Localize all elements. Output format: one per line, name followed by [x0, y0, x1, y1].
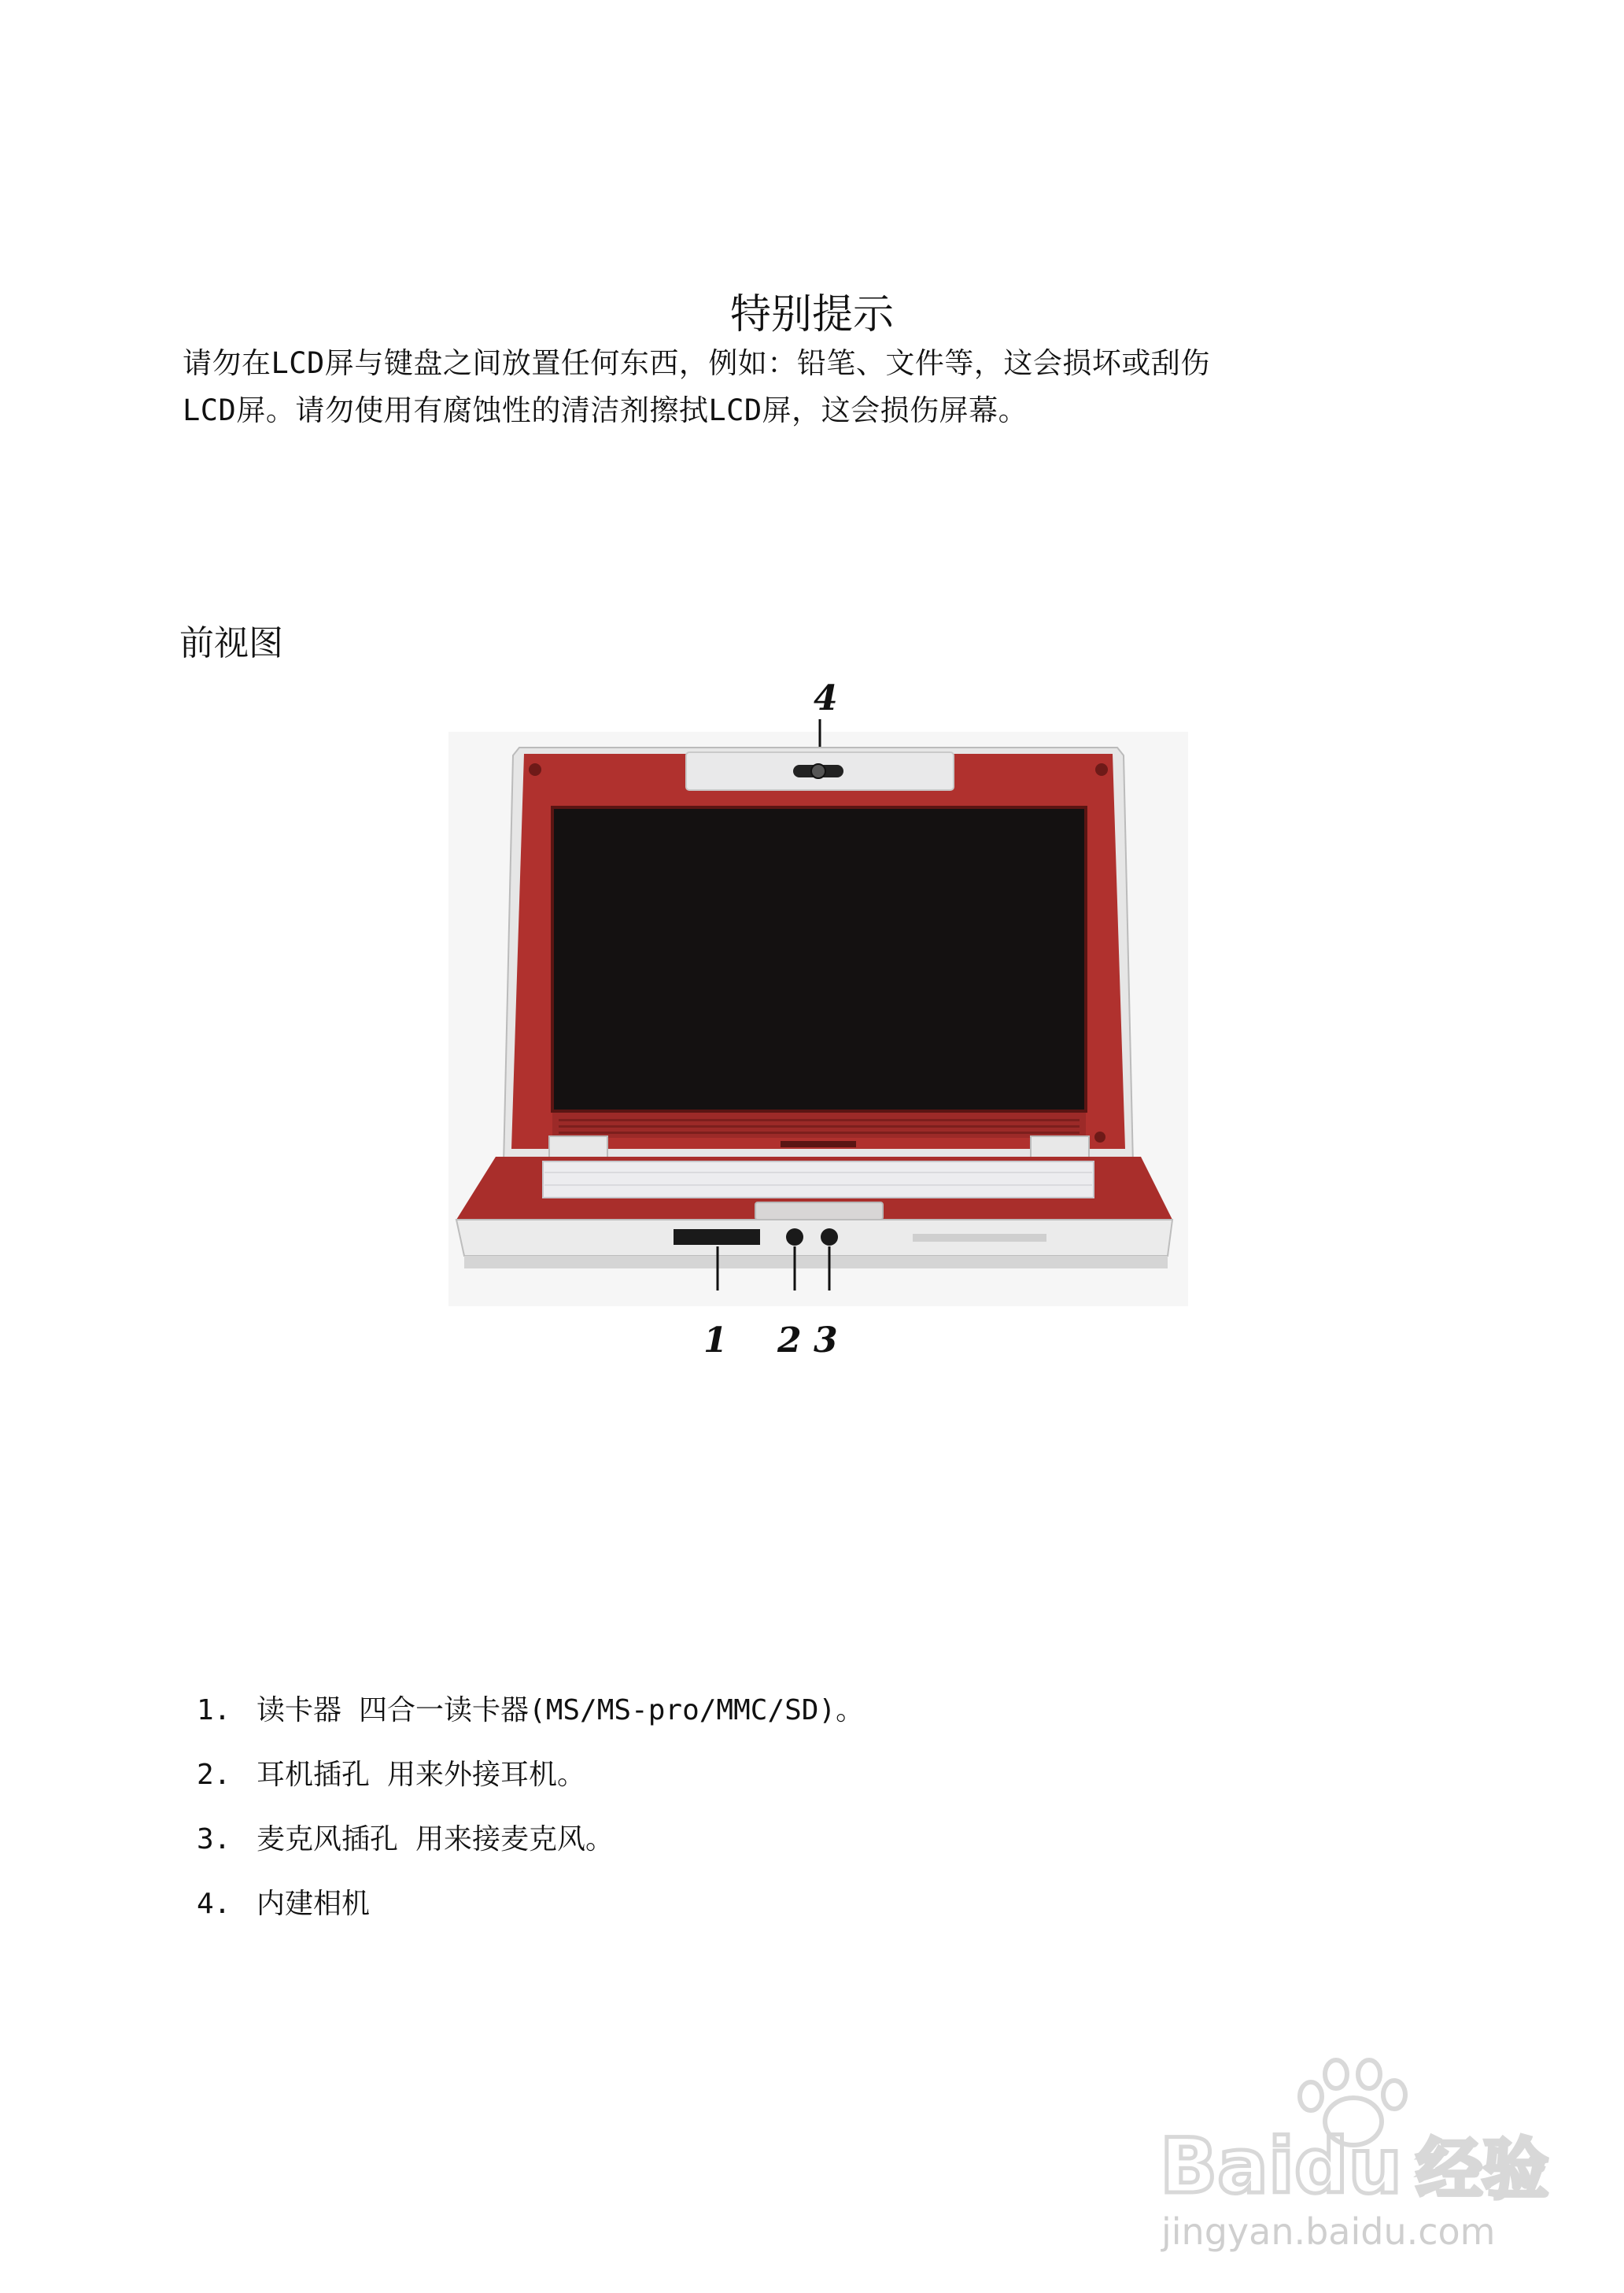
list-item-name: 耳机插孔 [257, 1759, 371, 1791]
bezel-screw [1094, 1132, 1105, 1143]
bezel-screw [1095, 763, 1108, 776]
laptop-illustration [441, 677, 1196, 1369]
list-item-number: 2. [197, 1759, 231, 1791]
list-item-description: 用来外接耳机。 [387, 1759, 586, 1791]
list-item-description: 四合一读卡器(MS/MS-pro/MMC/SD)。 [359, 1694, 865, 1726]
microphone-jack [821, 1228, 838, 1246]
list-item-name: 内建相机 [257, 1888, 371, 1920]
list-item-name: 麦克风插孔 [257, 1823, 399, 1855]
callout-label: 2 [777, 1320, 802, 1361]
notice-paragraph [183, 340, 1418, 434]
list-item-description: 用来接麦克风。 [415, 1823, 615, 1855]
watermark-url: jingyan.baidu.com [1161, 2210, 1496, 2253]
watermark-brand: Baidu [1160, 2122, 1402, 2210]
baidu-paw-logo [1157, 2046, 1566, 2258]
keyboard [543, 1161, 1094, 1198]
hinge [1031, 1136, 1089, 1160]
screen [552, 807, 1086, 1111]
callout-label: 3 [814, 1320, 838, 1361]
page-title: 特别提示 [729, 291, 894, 338]
status-strip [913, 1234, 1046, 1242]
list-item [197, 1821, 864, 1859]
front-edge [456, 1220, 1172, 1256]
list-item [197, 1885, 864, 1923]
list-item-number: 1. [197, 1694, 231, 1726]
card-reader-slot [674, 1229, 760, 1245]
laptop-front-view-figure [441, 677, 1196, 1369]
list-item [197, 1692, 864, 1730]
list-item-number: 4. [197, 1888, 231, 1920]
camera-lens [811, 764, 825, 778]
base-bottom [464, 1256, 1168, 1268]
component-list [197, 1692, 864, 1950]
baidu-jingyan-watermark [1157, 2046, 1566, 2258]
notice-line: 请勿在LCD屏与键盘之间放置任何东西，例如：铅笔、文件等，这会损坏或刮伤 [183, 346, 1210, 380]
list-item-number: 3. [197, 1823, 231, 1855]
brand-logo-plate [781, 1141, 856, 1147]
list-item [197, 1756, 864, 1794]
list-item-name: 读卡器 [257, 1694, 342, 1726]
headphone-jack [786, 1228, 803, 1246]
bezel-screw [529, 763, 541, 776]
notice-line: LCD屏。请勿使用有腐蚀性的清洁剂擦拭LCD屏，这会损伤屏幕。 [183, 393, 1028, 427]
section-title: 前视图 [179, 623, 283, 663]
touchpad [755, 1202, 883, 1220]
callout-label: 1 [703, 1320, 728, 1361]
callout-label: 4 [814, 678, 838, 718]
hinge [549, 1136, 607, 1160]
watermark-brand-cn: 经验 [1416, 2131, 1549, 2208]
